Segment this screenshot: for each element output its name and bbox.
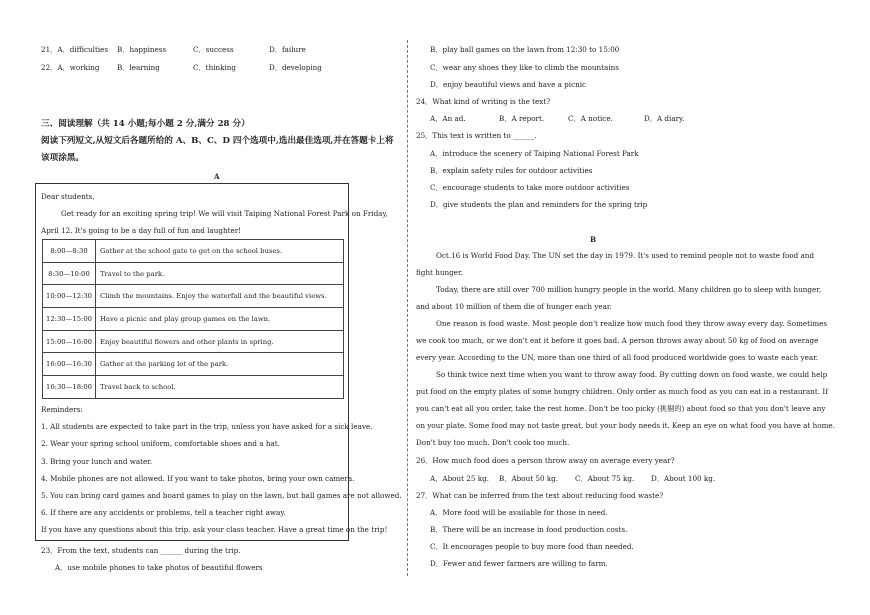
- schedule-table: [42, 239, 344, 399]
- q21-option-d[interactable]: D．failure: [269, 45, 306, 54]
- schedule-time: 12:30—15:00: [43, 308, 96, 331]
- schedule-activity: Have a picnic and play group games on the lawn.: [96, 308, 344, 331]
- q22-option-d[interactable]: D．developing: [269, 63, 322, 72]
- notice-closing: If you have any questions about this trip, ask your class teacher. Have a great time on the trip!: [41, 525, 388, 534]
- schedule-time: 15:00—16:00: [43, 330, 96, 353]
- table-row: [43, 262, 344, 285]
- table-row: [43, 240, 344, 263]
- instruction-line-1: 阅读下列短文,从短文后各题所给的 A、B、C、D 四个选项中,选出最佳选项,并在答题卡上将: [41, 136, 394, 146]
- q25-stem: 25．This text is written to ______.: [416, 131, 537, 140]
- notice-greeting: Dear students,: [41, 192, 95, 201]
- passage-b-line: every year. According to the UN, more than one third of all food produced worldwide goes to waste each year.: [416, 353, 819, 362]
- q21-option-b[interactable]: B．happiness: [117, 45, 167, 54]
- passage-b-line: So think twice next time when you want to throw away food. By cutting down on food waste, we could help: [436, 370, 828, 379]
- table-row: [43, 285, 344, 308]
- reminder-item: 4. Mobile phones are not allowed. If you want to take photos, bring your own camera.: [41, 474, 355, 483]
- reminder-item: 5. You can bring card games and board games to play on the lawn, but ball games are not allowed.: [41, 491, 402, 500]
- q24-option-a[interactable]: A．An ad.: [430, 114, 466, 123]
- table-row: [43, 308, 344, 331]
- q24-stem: 24．What kind of writing is the text?: [416, 97, 551, 106]
- q23-option-a[interactable]: A．use mobile phones to take photos of beautiful flowers: [55, 563, 263, 572]
- q22-option-c[interactable]: C．thinking: [193, 63, 237, 72]
- q21-option-a[interactable]: 21．A．difficulties: [41, 45, 109, 54]
- passage-b-line: you can't eat all you order, take the rest home. Don't be too picky (挑剔的) about food so that you don't leave any: [416, 404, 826, 413]
- q25-option-c[interactable]: C．encourage students to take more outdoor activities: [430, 183, 630, 192]
- passage-b-line: and about 10 million of them die of hunger each year.: [416, 302, 612, 311]
- passage-b-line: we cook too much, or we don't eat it before it goes bad. A person throws away about 50 kg of food on average: [416, 336, 819, 345]
- schedule-time: 16:30—18:00: [43, 376, 96, 399]
- q26-option-a[interactable]: A．About 25 kg.: [430, 474, 489, 483]
- q22-option-b[interactable]: B．learning: [117, 63, 160, 72]
- schedule-time: 8:00—8:30: [43, 240, 96, 263]
- passage-b-line: put food on the empty plates of some hungry children. Only order as much food as you can eat in a restaurant. If: [416, 387, 828, 396]
- reminder-item: 6. If there are any accidents or problems, tell a teacher right away.: [41, 508, 286, 517]
- section-title: 三、阅读理解（共 14 小题;每小题 2 分,满分 28 分）: [41, 119, 250, 129]
- q24-option-c[interactable]: C．A notice.: [568, 114, 613, 123]
- q23-option-c[interactable]: C．wear any shoes they like to climb the mountains: [430, 63, 619, 72]
- q23-stem: 23．From the text, students can ______ during the trip.: [41, 546, 241, 555]
- q26-option-d[interactable]: D．About 100 kg.: [651, 474, 716, 483]
- instruction-line-2: 该项涂黑。: [41, 153, 84, 163]
- schedule-time: 8:30—10:00: [43, 262, 96, 285]
- reminder-item: 2. Wear your spring school uniform, comfortable shoes and a hat.: [41, 439, 280, 448]
- q25-option-d[interactable]: D．give students the plan and reminders for the spring trip: [430, 200, 648, 209]
- q27-option-b[interactable]: B．There will be an increase in food production costs.: [430, 525, 628, 534]
- q23-option-d[interactable]: D．enjoy beautiful views and have a picnic: [430, 80, 587, 89]
- passage-b-line: Oct.16 is World Food Day. The UN set the day in 1979. It's used to remind people not to waste food and: [436, 251, 815, 260]
- notice-intro-line-2: April 12. It's going to be a day full of fun and laughter!: [41, 226, 242, 235]
- column-divider: [407, 40, 408, 576]
- schedule-time: 10:00—12:30: [43, 285, 96, 308]
- q26-option-b[interactable]: B．About 50 kg.: [499, 474, 559, 483]
- q27-option-c[interactable]: C．It encourages people to buy more food than needed.: [430, 542, 634, 551]
- table-row: [43, 376, 344, 399]
- reminder-item: 1. All students are expected to take part in the trip, unless you have asked for a sick leave.: [41, 422, 373, 431]
- schedule-activity: Climb the mountains. Enjoy the waterfall and the beautiful views.: [96, 285, 344, 308]
- reminders-title: Reminders:: [41, 405, 83, 414]
- q26-option-c[interactable]: C．About 75 kg.: [575, 474, 635, 483]
- reminder-item: 3. Bring your lunch and water.: [41, 457, 153, 466]
- q22-option-a[interactable]: 22．A．working: [41, 63, 100, 72]
- table-row: [43, 353, 344, 376]
- passage-b-label: B: [590, 235, 597, 244]
- q21-option-c[interactable]: C．success: [193, 45, 234, 54]
- passage-a-label: A: [214, 172, 220, 181]
- passage-b-line: Don't buy too much. Don't cook too much.: [416, 438, 570, 447]
- schedule-activity: Gather at the parking lot of the park.: [96, 353, 344, 376]
- schedule-activity: Travel back to school.: [96, 376, 344, 399]
- schedule-activity: Travel to the park.: [96, 262, 344, 285]
- notice-intro-line-1: Get ready for an exciting spring trip! We will visit Taiping National Forest Park on Friday,: [61, 209, 388, 218]
- passage-b-line: Today, there are still over 700 million hungry people in the world. Many children go to sleep with hunger,: [436, 285, 822, 294]
- schedule-time: 16:00—16:30: [43, 353, 96, 376]
- table-row: [43, 330, 344, 353]
- q23-option-b[interactable]: B．play ball games on the lawn from 12:30 to 15:00: [430, 45, 620, 54]
- q27-stem: 27．What can be inferred from the text about reducing food waste?: [416, 491, 664, 500]
- passage-b-line: One reason is food waste. Most people don't realize how much food they throw away every day. Sometimes: [436, 319, 828, 328]
- q24-option-d[interactable]: D．A diary.: [644, 114, 685, 123]
- q25-option-b[interactable]: B．explain safety rules for outdoor activities: [430, 166, 593, 175]
- passage-b-line: on your plate. Some food may not taste great, but your body needs it. Keep an eye on what food you have at home.: [416, 421, 835, 430]
- q27-option-a[interactable]: A．More food will be available for those in need.: [430, 508, 608, 517]
- schedule-activity: Enjoy beautiful flowers and other plants in spring.: [96, 330, 344, 353]
- q27-option-d[interactable]: D．Fewer and fewer farmers are willing to farm.: [430, 559, 608, 568]
- q25-option-a[interactable]: A．introduce the scenery of Taiping National Forest Park: [430, 149, 639, 158]
- passage-b-line: fight hunger.: [416, 268, 463, 277]
- q24-option-b[interactable]: B．A report.: [499, 114, 545, 123]
- q26-stem: 26．How much food does a person throw away on average every year?: [416, 456, 675, 465]
- schedule-activity: Gather at the school gate to get on the school buses.: [96, 240, 344, 263]
